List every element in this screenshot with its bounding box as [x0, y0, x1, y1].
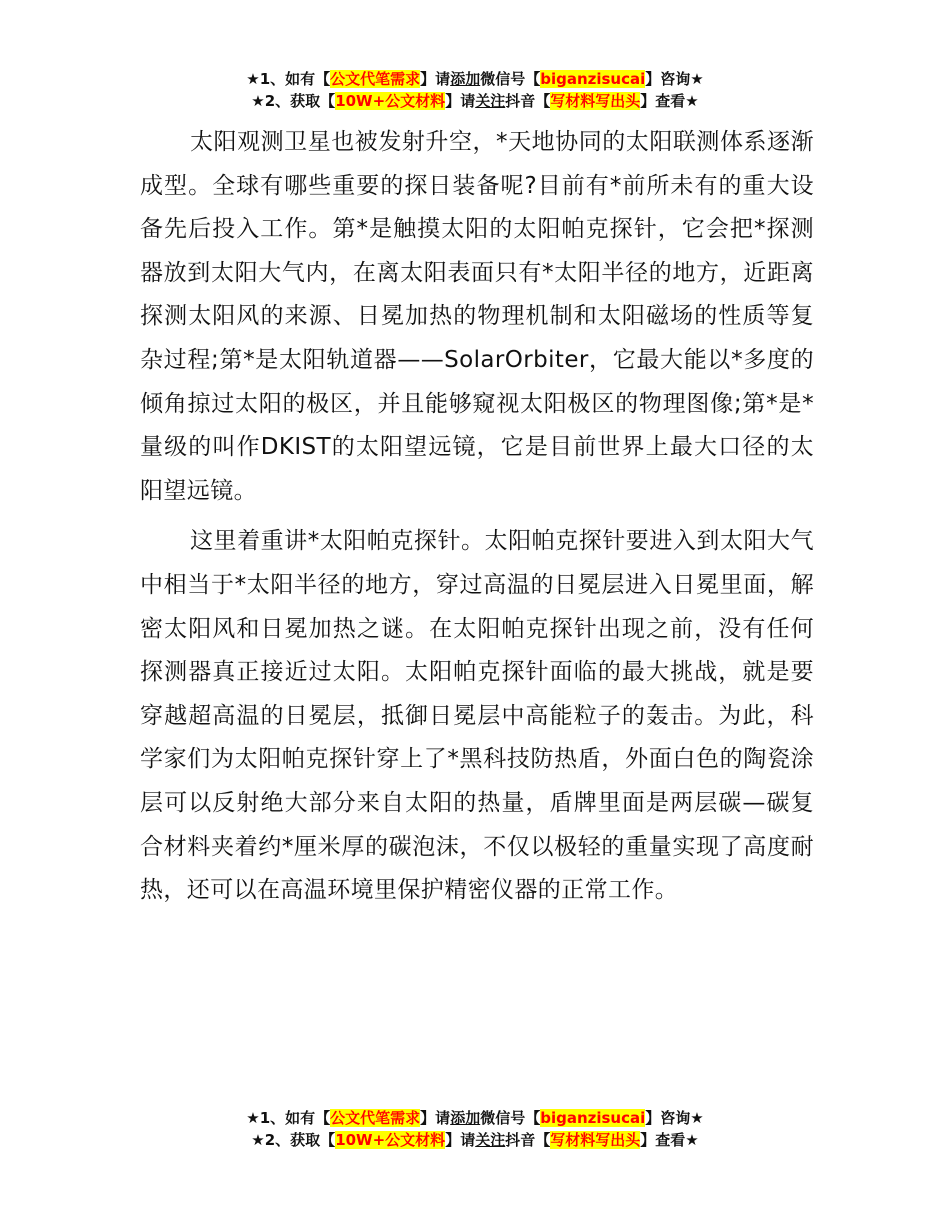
banner-text: 】请 — [420, 70, 451, 88]
banner-text: 抖音【 — [505, 92, 551, 110]
banner-text: ★1、如有【 — [246, 70, 331, 88]
banner-highlight: biganzisucai — [540, 1109, 646, 1127]
banner-text: 】咨询★ — [645, 1109, 704, 1127]
banner-emphasis: 关注 — [475, 1131, 506, 1149]
banner-highlight: 公文代笔需求 — [330, 70, 421, 88]
banner-highlight: 10W+公文材料 — [335, 92, 446, 110]
banner-text: 】咨询★ — [645, 70, 704, 88]
banner-text: 微信号【 — [480, 70, 541, 88]
banner-line-2 — [0, 1129, 950, 1151]
banner-text: 】查看★ — [640, 1131, 699, 1149]
banner-emphasis: 添加 — [450, 1109, 481, 1127]
header-banner — [0, 68, 950, 112]
banner-line-2 — [0, 90, 950, 112]
banner-highlight: 写材料写出头 — [550, 92, 641, 110]
banner-text: 】查看★ — [640, 92, 699, 110]
banner-text: 】请 — [445, 92, 476, 110]
banner-text: ★2、获取【 — [251, 92, 336, 110]
body-paragraph: 太阳观测卫星也被发射升空，*天地协同的太阳联测体系逐渐成型。全球有哪些重要的探日装备呢?目前有*前所未有的重大设备先后投入工作。第*是触摸太阳的太阳帕克探针，它会把*探测器放到太阳大气内，在离太阳表面只有*太阳半径的地方，近距离探测太阳风的来源、日冕加热的物理机制和太阳磁场的性质等复杂过程;第*是太阳轨道器——SolarOrbiter，它最大能以*多度的倾角掠过太阳的极区，并且能够窥视太阳极区的物理图像;第*是*量级的叫作DKIST的太阳望远镜，它是目前世界上最大口径的太阳望远镜。 — [140, 129, 814, 504]
banner-text: ★1、如有【 — [246, 1109, 331, 1127]
banner-text: 微信号【 — [480, 1109, 541, 1127]
banner-emphasis: 关注 — [475, 92, 506, 110]
banner-text: 抖音【 — [505, 1131, 551, 1149]
banner-emphasis: 添加 — [450, 70, 481, 88]
banner-highlight: 公文代笔需求 — [330, 1109, 421, 1127]
footer-banner — [0, 1107, 950, 1151]
banner-highlight: biganzisucai — [540, 70, 646, 88]
banner-text: 】请 — [420, 1109, 451, 1127]
banner-text: ★2、获取【 — [251, 1131, 336, 1149]
banner-line-1 — [0, 68, 950, 90]
banner-text: 】请 — [445, 1131, 476, 1149]
document-body — [140, 121, 814, 920]
body-paragraph: 这里着重讲*太阳帕克探针。太阳帕克探针要进入到太阳大气中相当于*太阳半径的地方，穿过高温的日冕层进入日冕里面，解密太阳风和日冕加热之谜。在太阳帕克探针出现之前，没有任何探测器真正接近过太阳。太阳帕克探针面临的最大挑战，就是要穿越超高温的日冕层，抵御日冕层中高能粒子的轰击。为此，科学家们为太阳帕克探针穿上了*黑科技防热盾，外面白色的陶瓷涂层可以反射绝大部分来自太阳的热量，盾牌里面是两层碳—碳复合材料夹着约*厘米厚的碳泡沫，不仅以极轻的重量实现了高度耐热，还可以在高温环境里保护精密仪器的正常工作。 — [140, 528, 814, 904]
banner-highlight: 10W+公文材料 — [335, 1131, 446, 1149]
banner-line-1 — [0, 1107, 950, 1129]
banner-highlight: 写材料写出头 — [550, 1131, 641, 1149]
